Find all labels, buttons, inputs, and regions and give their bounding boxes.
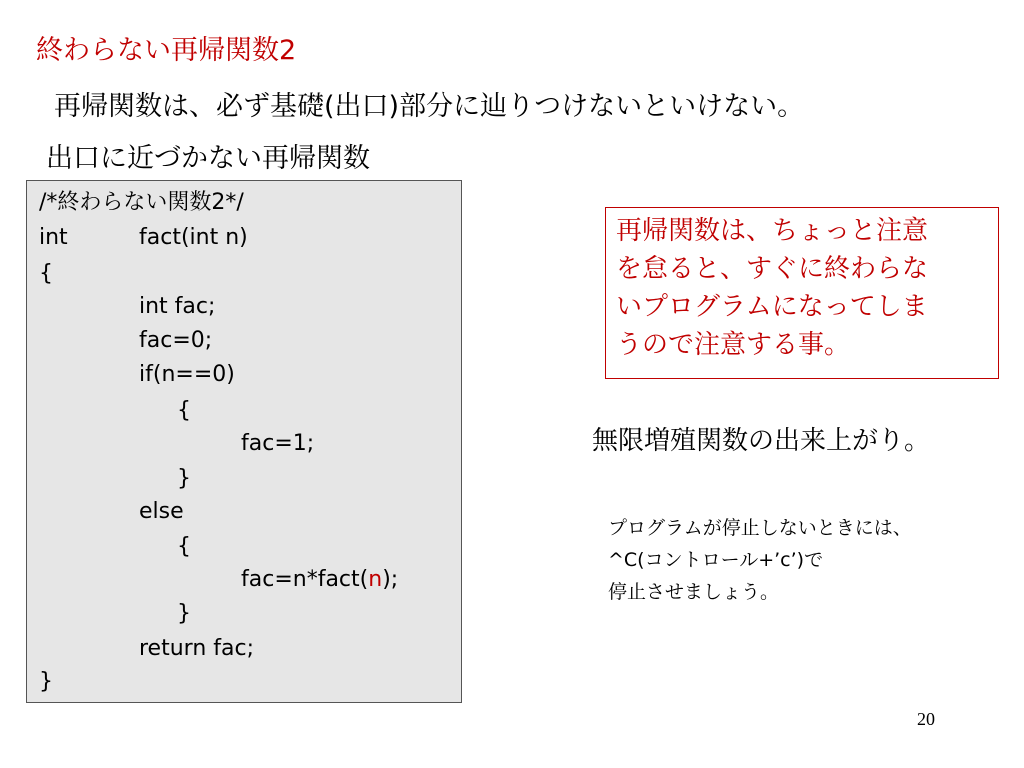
- code-recursive-call: [241, 567, 398, 593]
- code-listing: [26, 180, 462, 703]
- code-else-open-brace: {: [177, 534, 191, 559]
- note-line: プログラムが停止しないときには、: [608, 517, 912, 539]
- code-open-brace: {: [39, 261, 53, 286]
- code-base-case: fac=1;: [241, 431, 315, 456]
- infinite-growth-remark: 無限増殖関数の出来上がり。: [592, 426, 931, 456]
- warning-line: うので注意する事。: [616, 330, 851, 360]
- code-else-close-brace: }: [177, 601, 191, 626]
- code-declaration: int fac;: [139, 294, 216, 319]
- page-number: 20: [917, 709, 935, 729]
- code-recursive-call-prefix: fac=n*fact(: [241, 567, 369, 592]
- warning-line: いプログラムになってしま: [616, 292, 928, 322]
- recursion-rule-statement: 再帰関数は、必ず基礎(出口)部分に辿りつけないといけない。: [54, 91, 805, 122]
- code-close-brace: }: [39, 669, 53, 694]
- code-if-close-brace: }: [177, 466, 191, 491]
- code-recursive-argument: n: [368, 567, 383, 592]
- code-initialization: fac=0;: [139, 328, 213, 353]
- code-if-condition: if(n==0): [139, 362, 235, 387]
- warning-line: 再帰関数は、ちょっと注意: [616, 216, 929, 246]
- note-line: ^C(コントロール+’c’)で: [608, 549, 824, 571]
- warning-callout: [605, 207, 999, 379]
- slide-title: 終わらない再帰関数2: [36, 35, 297, 66]
- code-recursive-call-suffix: );: [382, 567, 399, 592]
- warning-line: を怠ると、すぐに終わらな: [616, 254, 929, 284]
- code-else-keyword: else: [139, 499, 184, 524]
- code-function-signature: fact(int n): [139, 225, 248, 250]
- note-line: 停止させましょう。: [608, 581, 780, 603]
- code-comment: /*終わらない関数2*/: [39, 190, 244, 215]
- code-return-type: int: [39, 225, 68, 250]
- code-if-open-brace: {: [177, 398, 191, 423]
- stop-program-note: [608, 512, 912, 608]
- section-subheading: 出口に近づかない再帰関数: [46, 143, 370, 174]
- code-return-statement: return fac;: [139, 636, 254, 661]
